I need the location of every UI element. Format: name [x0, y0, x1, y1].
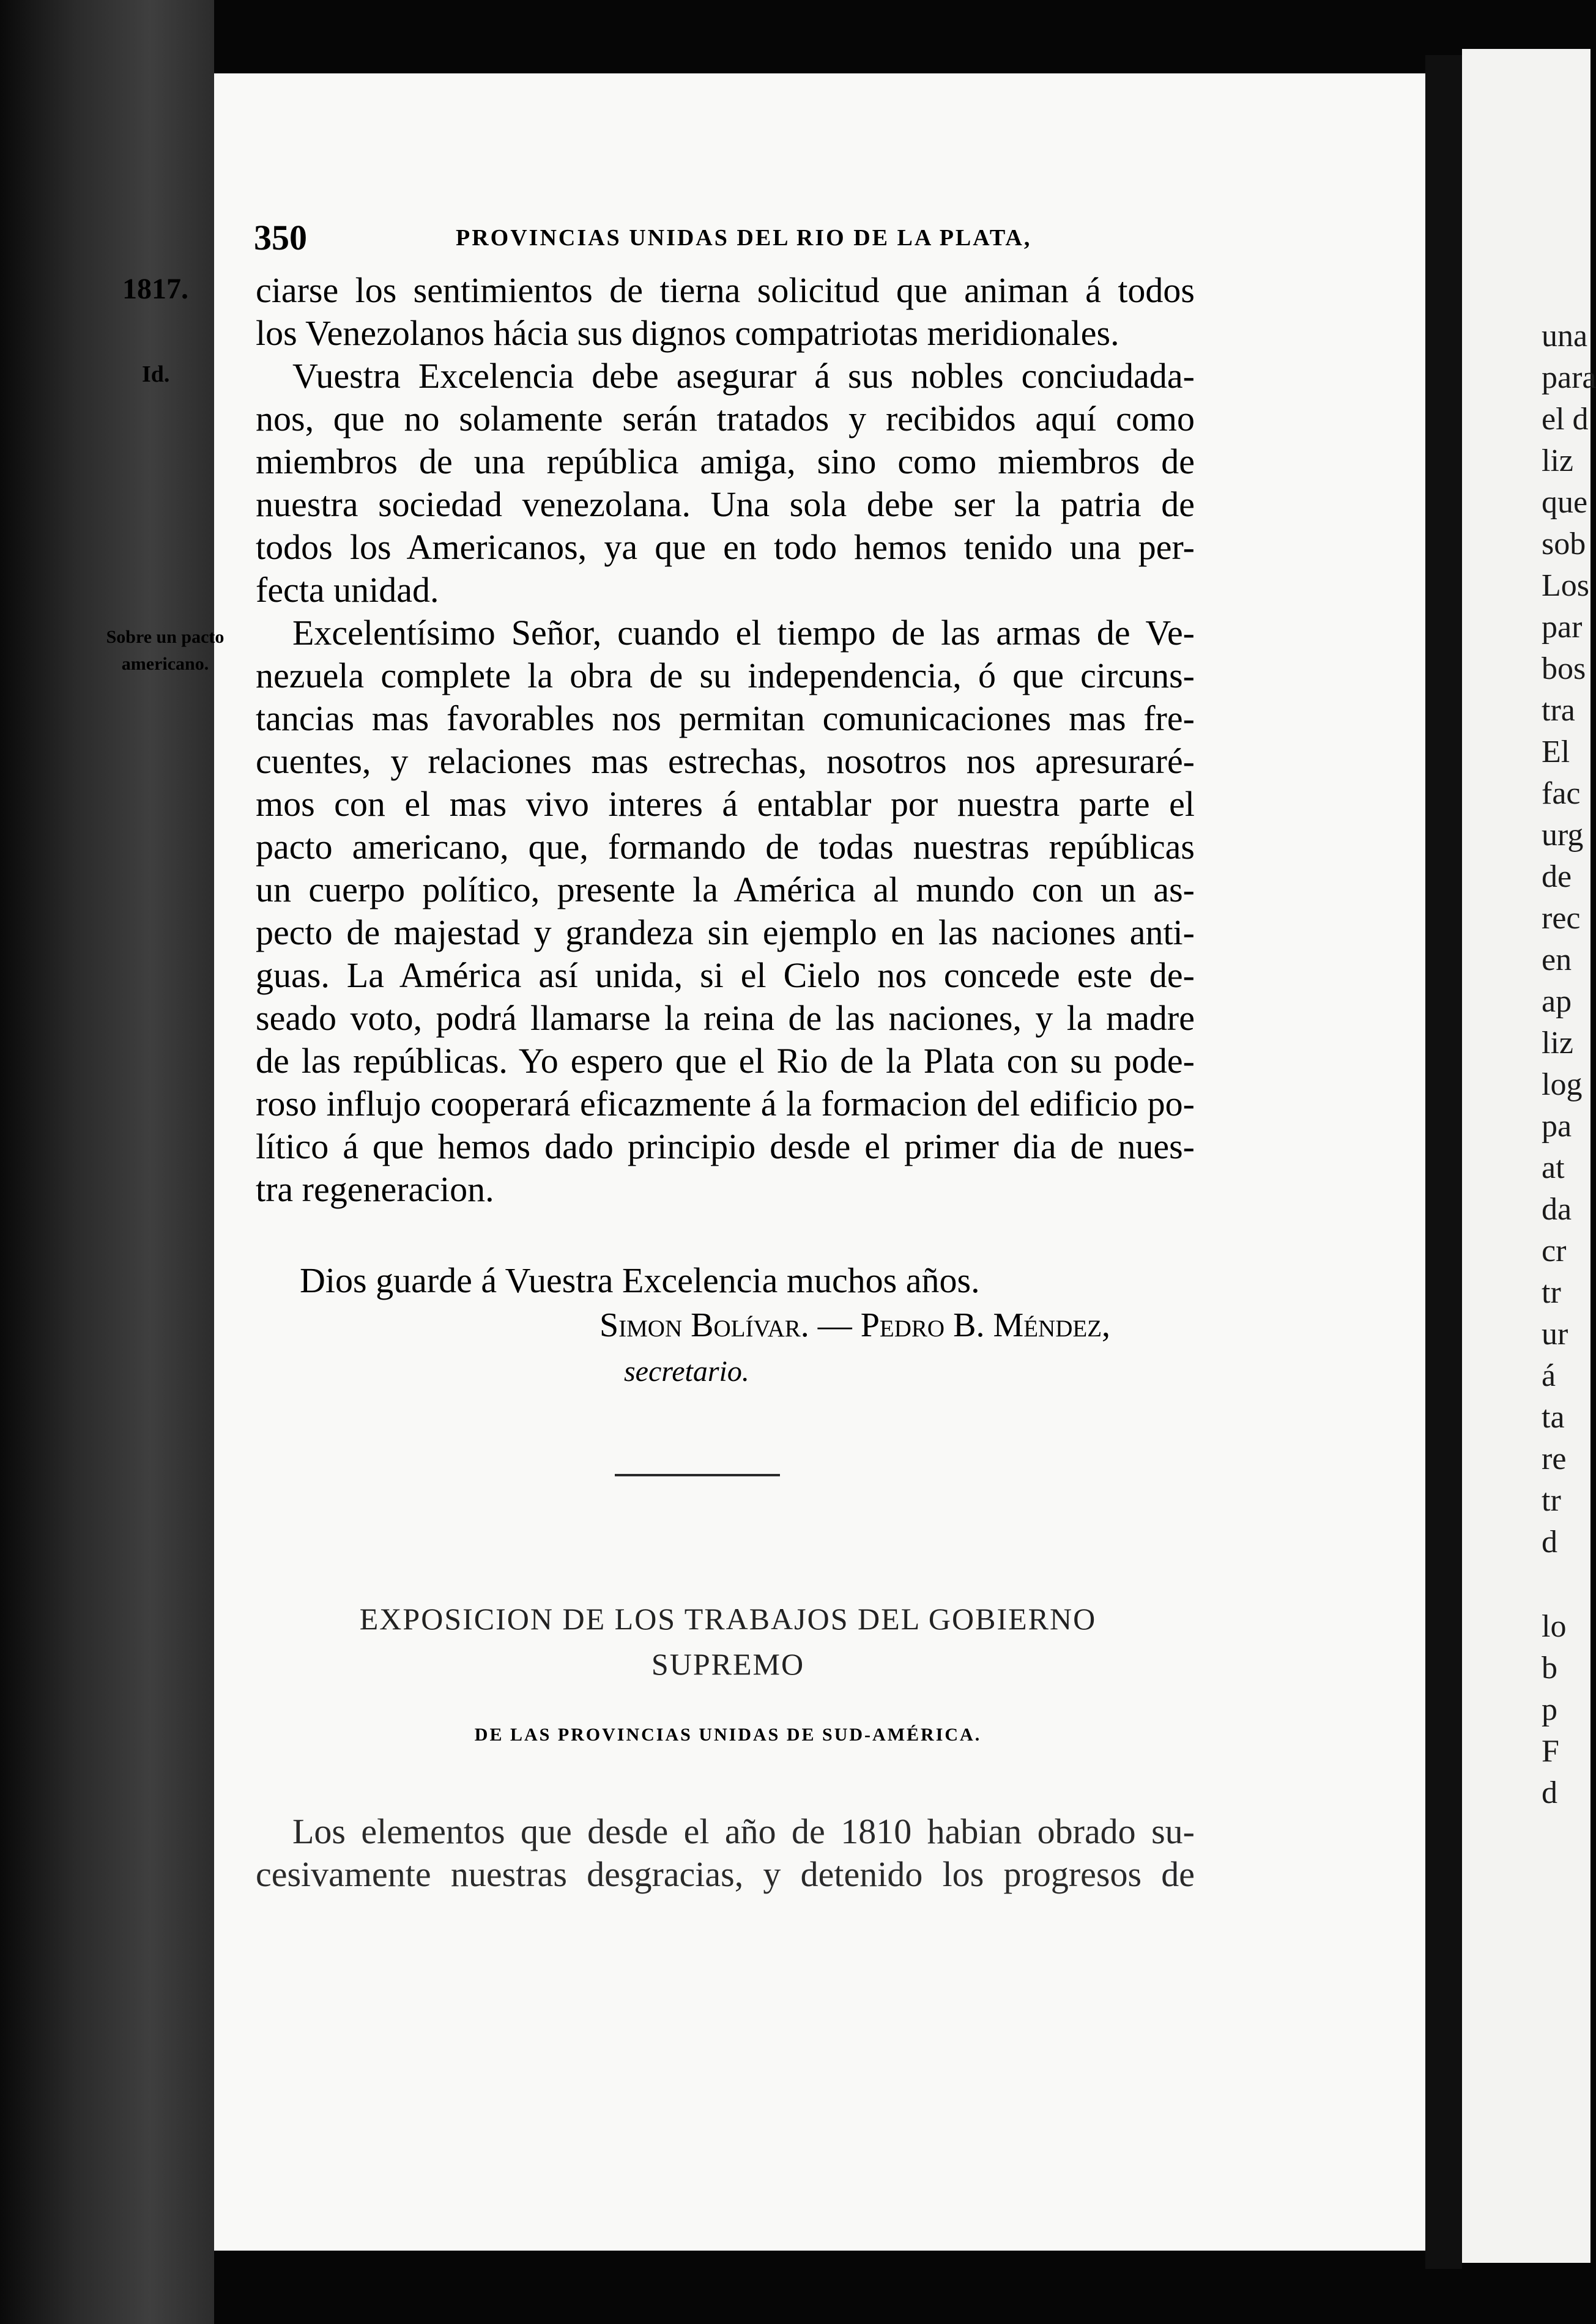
section-body [256, 1810, 1195, 1896]
text-line: pecto de majestad y grandeza sin ejemplo en las naciones anti- [256, 912, 1195, 952]
facing-page-fragment: tr [1542, 1483, 1561, 1518]
facing-page-fragment: Los [1542, 568, 1589, 603]
facing-page-fragment: d [1542, 1775, 1557, 1810]
text-line: fecta unidad. [256, 570, 439, 610]
text-line: Los elementos que desde el año de 1810 habian obrado su- [292, 1811, 1195, 1851]
facing-page-fragment: lo [1542, 1609, 1567, 1644]
facing-page-fragment: fac [1542, 776, 1581, 811]
facing-page-fragment: ur [1542, 1317, 1568, 1352]
facing-page-fragment: pa [1542, 1109, 1572, 1144]
facing-page-fragment: para [1542, 360, 1596, 395]
page-number: 350 [254, 218, 307, 257]
facing-page-fragment: cr [1542, 1234, 1567, 1268]
facing-page-fragment: liz [1542, 443, 1573, 478]
section-title-line: SUPREMO [651, 1647, 805, 1681]
facing-page-fragment: log [1542, 1067, 1583, 1102]
signature: Simon Bolívar. — Pedro B. Méndez, [599, 1306, 1111, 1344]
text-line: nuestra sociedad venezolana. Una sola debe ser la patria de [256, 484, 1195, 524]
page-gutter [1425, 55, 1462, 2269]
text-line: tra regeneracion. [256, 1169, 494, 1209]
book-spine [0, 0, 214, 2324]
text-line: lítico á que hemos dado principio desde el primer dia de nues- [256, 1127, 1195, 1166]
facing-page-fragment: ap [1542, 984, 1572, 1019]
facing-page-fragment: b [1542, 1651, 1557, 1686]
facing-page-fragment: liz [1542, 1026, 1573, 1060]
text-line: roso influjo cooperará eficazmente á la formacion del edificio po- [256, 1084, 1195, 1123]
text-line: los Venezolanos hácia sus dignos compatriotas meridionales. [256, 313, 1119, 353]
facing-page-fragment: una [1542, 319, 1588, 353]
section-title [294, 1596, 1162, 1687]
text-line: mos con el mas vivo interes á entablar por nuestra parte el [256, 784, 1195, 824]
text-line: un cuerpo político, presente la América al mundo con un as- [256, 870, 1195, 909]
facing-page-fragment: d [1542, 1525, 1557, 1560]
margin-note: Sobre un pacto americano. [106, 627, 225, 674]
text-line: tancias mas favorables nos permitan comunicaciones mas fre- [256, 698, 1195, 738]
text-line: cuentes, y relaciones mas estrechas, nosotros nos apresuraré- [256, 741, 1195, 781]
facing-page-fragment: re [1542, 1441, 1567, 1476]
facing-page-fragment: á [1542, 1358, 1556, 1393]
facing-page-fragment: at [1542, 1150, 1565, 1185]
facing-page-fragment: ta [1542, 1400, 1565, 1435]
text-line: seado voto, podrá llamarse la reina de las naciones, y la madre [256, 998, 1195, 1038]
facing-page-fragment: El [1542, 735, 1570, 769]
facing-page-fragment: bos [1542, 651, 1586, 686]
text-line: nos, que no solamente serán tratados y recibidos aquí como [256, 399, 1195, 439]
text-line: nezuela complete la obra de su independencia, ó que circuns- [256, 656, 1195, 695]
text-line: Excelentísimo Señor, cuando el tiempo de las armas de Ve- [292, 613, 1195, 653]
section-divider [615, 1474, 780, 1476]
text-line: de las repúblicas. Yo espero que el Rio de la Plata con su pode- [256, 1041, 1195, 1081]
facing-page-fragment: par [1542, 610, 1583, 645]
facing-page-fragment: F [1542, 1734, 1559, 1769]
page-header [254, 217, 1196, 266]
text-line: pacto americano, que, formando de todas nuestras repúblicas [256, 827, 1195, 867]
facing-page-fragment: rec [1542, 901, 1581, 936]
margin-id: Id. [142, 361, 170, 387]
facing-page-fragment: da [1542, 1192, 1572, 1227]
facing-page-fragment: tra [1542, 693, 1575, 728]
text-line: miembros de una república amiga, sino como miembros de [256, 442, 1195, 481]
facing-page-fragment: p [1542, 1692, 1557, 1727]
text-line: ciarse los sentimientos de tierna solicitud que animan á todos [256, 270, 1195, 310]
facing-page-fragment: el d [1542, 402, 1589, 437]
text-line: todos los Americanos, ya que en todo hemos tenido una per- [256, 527, 1195, 567]
facing-page [1462, 49, 1596, 2263]
margin-year: 1817. [122, 273, 188, 305]
running-title: PROVINCIAS UNIDAS DEL RIO DE LA PLATA, [456, 225, 1032, 251]
text-line: cesivamente nuestras desgracias, y detenido los progresos de [256, 1854, 1195, 1894]
section-subtitle: DE LAS PROVINCIAS UNIDAS DE SUD-AMÉRICA. [474, 1725, 982, 1745]
body-text [256, 269, 1195, 1211]
facing-page-fragment: en [1542, 942, 1572, 977]
facing-page-fragment: de [1542, 859, 1572, 894]
facing-page-fragment: urg [1542, 818, 1584, 853]
closing-salutation: Dios guarde á Vuestra Excelencia muchos años. [300, 1260, 980, 1300]
text-line: guas. La América así unida, si el Cielo nos concede este de- [256, 955, 1195, 995]
facing-page-fragment: que [1542, 485, 1588, 520]
text-line: Vuestra Excelencia debe asegurar á sus nobles conciudada- [292, 356, 1195, 396]
section-title-line: EXPOSICION DE LOS TRABAJOS DEL GOBIERNO [359, 1602, 1097, 1636]
facing-page-fragment: sob [1542, 527, 1586, 561]
signature-title: secretario. [624, 1355, 749, 1388]
facing-page-fragment: tr [1542, 1275, 1561, 1310]
